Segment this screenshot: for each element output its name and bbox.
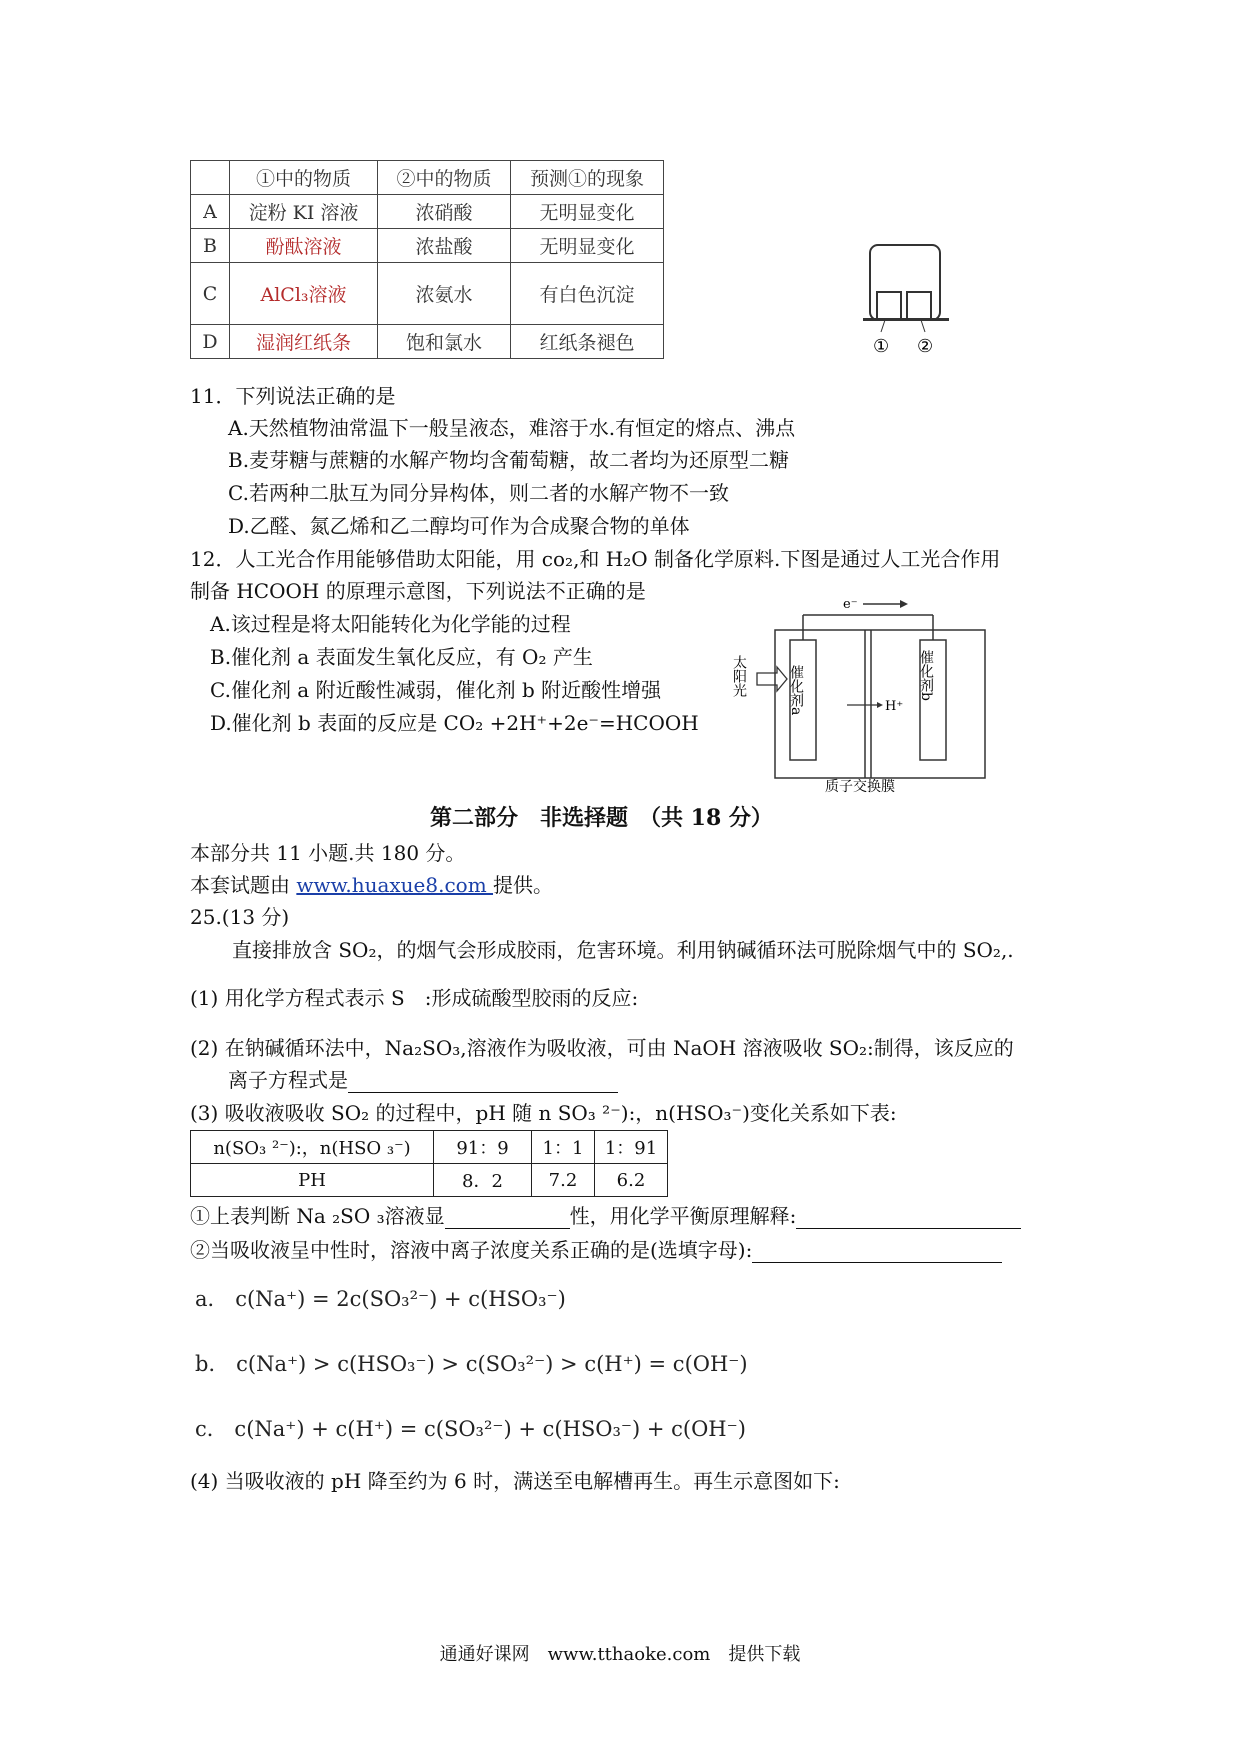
question-25-part-2: (2) 在钠碱循环法中，Na₂SO₃,溶液作为吸收液，可由 NaOH 溶液吸收 SO₂:制得，该反应的 [190,1036,1014,1060]
table-cell: D [191,325,230,359]
table-cell: 酚酞溶液 [230,229,378,263]
table-row [191,1164,668,1197]
table-header-cell: ①中的物质 [230,161,378,195]
question-25-part-2-cont [228,1067,618,1093]
choice-c: c． c(Na⁺) + c(H⁺) = c(SO₃²⁻) + c(HSO₃⁻) + c(OH⁻) [195,1417,746,1441]
table-cell: B [191,229,230,263]
question-12-option-b: B.催化剂 a 表面发生氧化反应，有 O₂ 产生 [210,645,593,669]
table-cell: AlCl₃溶液 [230,263,378,325]
table-cell: 7.2 [532,1164,595,1197]
beaker-label-1: ① [873,336,890,357]
sunlight-arrow [757,667,787,691]
table-header-cell: ②中的物质 [378,161,511,195]
table-row [191,325,664,359]
table-cell: 1：1 [532,1131,595,1164]
table-row [191,263,664,325]
page-footer: 通通好课网 www.tthaoke.com 提供下载 [439,1644,801,1665]
table-row [191,195,664,229]
question-25-intro: 直接排放含 SO₂，的烟气会形成胶雨，危害环境。利用钠碱循环法可脱除烟气中的 SO₂,. [232,938,1014,962]
question-11-option-d: D.乙醛、氮乙烯和乙二醇均可作为合成聚合物的单体 [228,514,690,538]
sub-question-2-text: ②当吸收液呈中性时，溶液中离子浓度关系正确的是(选填字母): [190,1238,753,1262]
pointer-line-1 [881,320,885,332]
sub-question-1-text: ①上表判断 Na ₂SO ₃溶液显 [190,1204,445,1228]
part-two-info: 本部分共 11 小题.共 180 分。 [190,841,466,865]
part-two-title: 第二部分 非选择题 （共 18 分） [430,805,773,831]
table-cell: 淀粉 KI 溶液 [230,195,378,229]
table-cell: PH [191,1164,434,1197]
answer-blank[interactable] [752,1242,1002,1263]
table-cell: 无明显变化 [511,195,664,229]
choice-a: a． c(Na⁺) = 2c(SO₃²⁻) + c(HSO₃⁻) [195,1287,566,1311]
question-11-stem: 11．下列说法正确的是 [190,384,396,408]
bell-jar-outline [870,245,940,320]
electron-arrowhead [900,600,908,608]
catalyst-b-label: 催化剂b [918,650,934,701]
ph-table [190,1130,668,1197]
question-11-option-c: C.若两种二肽互为同分异构体，则二者的水解产物不一致 [228,481,729,505]
photosynthesis-cell-diagram [731,595,995,795]
question-11-option-a: A.天然植物油常温下一般呈液态，难溶于水.有恒定的熔点、沸点 [228,416,796,440]
source-link[interactable]: www.huaxue8.com [296,873,494,897]
catalyst-a-label: 催化剂a [788,665,804,716]
answer-blank[interactable] [348,1072,618,1093]
pointer-line-2 [921,320,925,332]
table-cell: n(SO₃ ²⁻):，n(HSO ₃⁻) [191,1131,434,1164]
electron-label: e⁻ [843,597,858,612]
table-cell: 红纸条褪色 [511,325,664,359]
question-12-stem-cont: 制备 HCOOH 的原理示意图，下列说法不正确的是 [190,579,646,603]
table-cell: 无明显变化 [511,229,664,263]
table-cell: 有白色沉淀 [511,263,664,325]
sub-question-1-text-cont: 性，用化学平衡原理解释: [569,1204,797,1228]
table-cell: 6.2 [595,1164,668,1197]
table-cell: C [191,263,230,325]
beaker-2 [907,292,931,320]
table-row [191,229,664,263]
question-12-option-a: A.该过程是将太阳能转化为化学能的过程 [210,612,571,636]
question-25-part-3: (3) 吸收液吸收 SO₂ 的过程中，pH 随 n SO₃ ²⁻):，n(HSO₃⁻)变化关系如下表: [190,1101,897,1125]
sub-question-2 [190,1237,1002,1263]
proton-arrowhead [877,702,883,708]
membrane-label: 质子交换膜 [825,779,895,795]
source-prefix: 本套试题由 [190,873,297,897]
table-header-cell [191,161,230,195]
table-row [191,1131,668,1164]
table-cell: 湿润红纸条 [230,325,378,359]
table-header-cell: 预测①的现象 [511,161,664,195]
source-line [190,872,553,898]
table-cell: 浓氨水 [378,263,511,325]
beaker-diagram [855,240,965,365]
sub-question-1 [190,1203,1021,1229]
question-25-part-4: (4) 当吸收液的 pH 降至约为 6 时，满送至电解槽再生。再生示意图如下: [190,1469,840,1493]
question-11-option-b: B.麦芽糖与蔗糖的水解产物均含葡萄糖，故二者均为还原型二糖 [228,448,790,472]
beaker-label-2: ② [917,336,934,357]
question-12-stem: 12．人工光合作用能够借助太阳能，用 co₂,和 H₂O 制备化学原料.下图是通过人工光合作用 [190,547,1001,571]
table-cell: 8．2 [434,1164,532,1197]
reagent-table [190,160,664,359]
table-cell: 饱和氯水 [378,325,511,359]
table-cell: 浓盐酸 [378,229,511,263]
choice-b: b． c(Na⁺) > c(HSO₃⁻) > c(SO₃²⁻) > c(H⁺) = c(OH⁻) [195,1352,748,1376]
question-12-option-d: D.催化剂 b 表面的反应是 CO₂ +2H⁺+2e⁻=HCOOH [210,711,699,735]
ionic-equation-prompt: 离子方程式是 [228,1068,348,1092]
question-25-head: 25.(13 分) [190,905,290,929]
table-header-row [191,161,664,195]
answer-blank[interactable] [445,1208,570,1229]
table-cell: A [191,195,230,229]
question-25-part-1: (1) 用化学方程式表示 S :形成硫酸型胶雨的反应: [190,986,639,1010]
table-cell: 1：91 [595,1131,668,1164]
source-suffix: 提供。 [493,873,554,897]
sunlight-label: 太阳光 [731,655,747,697]
question-12-option-c: C.催化剂 a 附近酸性减弱，催化剂 b 附近酸性增强 [210,678,662,702]
table-cell: 91：9 [434,1131,532,1164]
beaker-1 [877,292,901,320]
hplus-label: H⁺ [885,699,904,714]
answer-blank[interactable] [796,1208,1021,1229]
table-cell: 浓硝酸 [378,195,511,229]
